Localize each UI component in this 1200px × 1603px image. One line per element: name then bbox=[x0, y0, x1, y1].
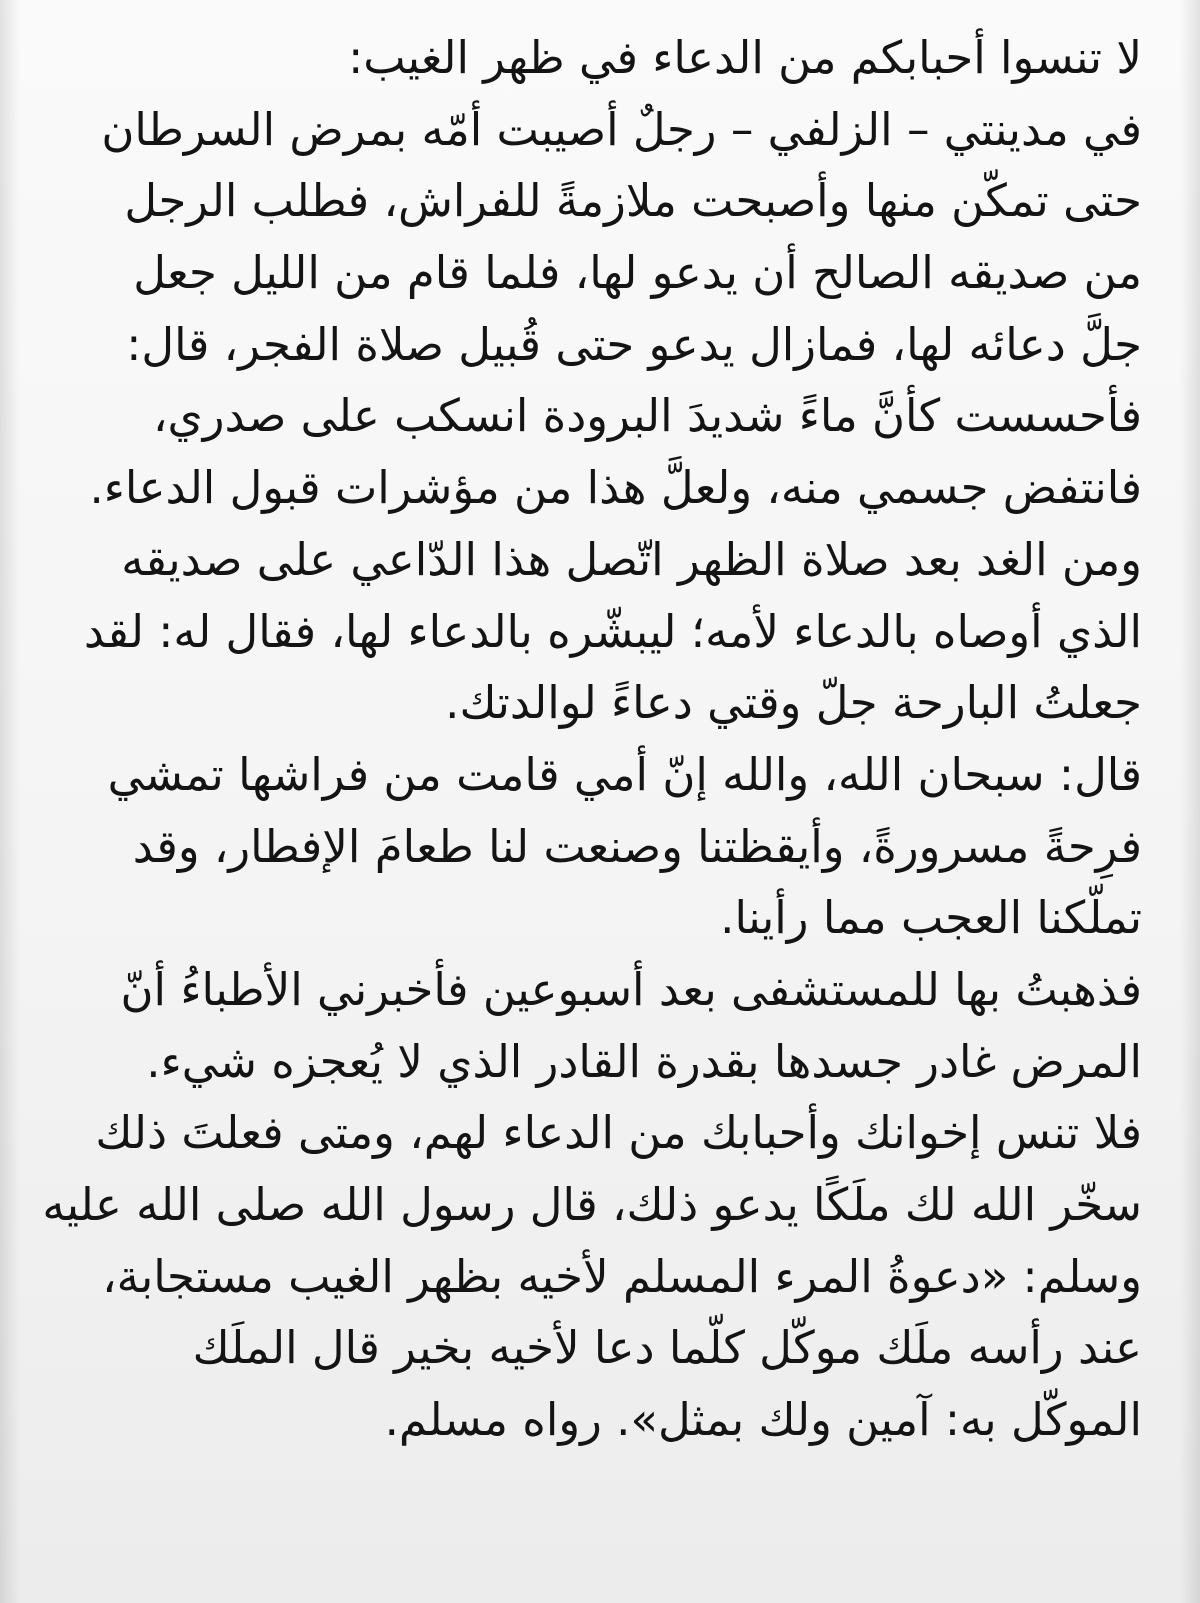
text-line: قال: سبحان الله، والله إنّ أمي قامت من فراشها تمشي bbox=[107, 747, 1142, 801]
left-edge-shadow bbox=[0, 0, 20, 1603]
text-line: من صديقه الصالح أن يدعو لها، فلما قام من الليل جعل bbox=[133, 246, 1142, 300]
text-line: ومن الغد بعد صلاة الظهر اتّصل هذا الدّاعي على صديقه bbox=[121, 532, 1142, 586]
text-line: جعلتُ البارحة جلّ وقتي دعاءً لوالدتك. bbox=[445, 676, 1142, 730]
text-line: في مدينتي – الزلفي – رجلٌ أصيبت أمّه بمرض السرطان bbox=[101, 102, 1142, 156]
text-line: عند رأسه ملَك موكّل كلّما دعا لأخيه بخير قال الملَك bbox=[192, 1321, 1142, 1375]
text-line: حتى تمكّن منها وأصبحت ملازمةً للفراش، فطلب الرجل bbox=[124, 174, 1142, 228]
text-line: جلَّ دعائه لها، فمازال يدعو حتى قُبيل صلاة الفجر، قال: bbox=[126, 317, 1142, 371]
text-line: المرض غادر جسدها بقدرة القادر الذي لا يُعجزه شيء. bbox=[146, 1034, 1142, 1088]
text-line: فانتفض جسمي منه، ولعلَّ هذا من مؤشرات قبول الدعاء. bbox=[89, 461, 1142, 515]
text-line: الذي أوصاه بالدعاء لأمه؛ ليبشّره بالدعاء لها، فقال له: لقد bbox=[83, 604, 1142, 658]
text-line: فذهبتُ بها للمستشفى بعد أسبوعين فأخبرني الأطباءُ أنّ bbox=[120, 962, 1142, 1016]
text-line: تملّكنا العجب مما رأينا. bbox=[720, 891, 1142, 945]
text-line: فلا تنس إخوانك وأحبابك من الدعاء لهم، ومتى فعلتَ ذلك bbox=[95, 1106, 1142, 1160]
right-edge-shadow bbox=[1180, 0, 1200, 1603]
text-line: سخّر الله لك ملَكًا يدعو ذلك، قال رسول الله صلى الله عليه bbox=[42, 1178, 1142, 1231]
text-line: وسلم: «دعوةُ المرء المسلم لأخيه بظهر الغيب مستجابة، bbox=[102, 1249, 1142, 1303]
text-line: فأحسست كأنَّ ماءً شديدَ البرودة انسكب على صدري، bbox=[152, 389, 1142, 443]
text-line: فرِحةً مسرورةً، وأيقظتنا وصنعت لنا طعامَ الإفطار، وقد bbox=[132, 819, 1142, 873]
arabic-text-body bbox=[34, 22, 1142, 1456]
text-line: الموكّل به: آمين ولك بمثل». رواه مسلم. bbox=[384, 1393, 1142, 1447]
heading-line: لا تنسوا أحبابكم من الدعاء في ظهر الغيب: bbox=[348, 31, 1142, 84]
